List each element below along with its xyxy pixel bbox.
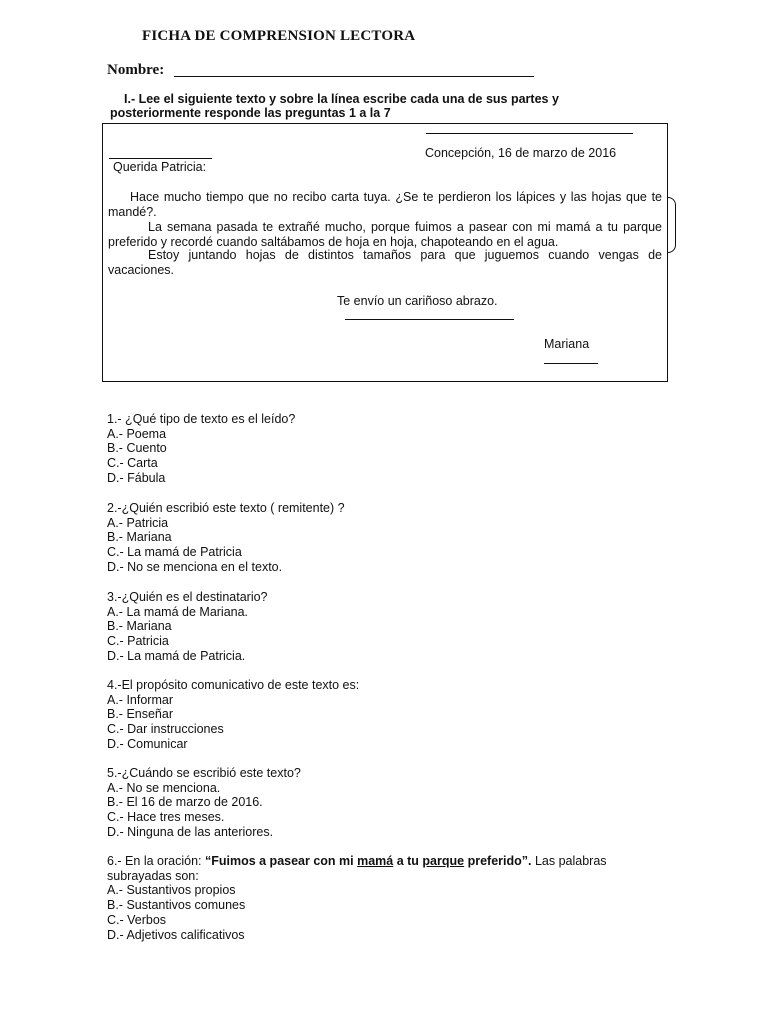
- option-d[interactable]: D.- Adjetivos calificativos: [107, 927, 245, 942]
- question-3: [107, 590, 268, 664]
- option-c[interactable]: C.- Hace tres meses.: [107, 810, 225, 825]
- quote-mid: a tu: [393, 854, 423, 868]
- option-d[interactable]: D.- La mamá de Patricia.: [107, 648, 246, 663]
- instruction-text: [110, 92, 630, 120]
- option-b[interactable]: B.- Mariana: [107, 530, 172, 545]
- answer-line-signature[interactable]: [544, 363, 598, 364]
- option-a[interactable]: A.- Sustantivos propios: [107, 883, 236, 898]
- option-b[interactable]: B.- Mariana: [107, 619, 172, 634]
- question-text-line-2: subrayadas son:: [107, 868, 199, 883]
- body-bracket: [667, 197, 676, 253]
- quote-close: preferido”.: [464, 854, 532, 868]
- question-5: [107, 766, 301, 840]
- answer-line-place-date[interactable]: [426, 133, 633, 134]
- question-6: [107, 854, 607, 942]
- option-d[interactable]: D.- No se menciona en el texto.: [107, 559, 283, 574]
- letter-box: [102, 123, 668, 382]
- option-b[interactable]: B.- Sustantivos comunes: [107, 898, 246, 913]
- letter-paragraph-2: La semana pasada te extrañé mucho, porque fuimos a pasear con mi mamá a tu parque preferido y recordé cuando saltábamos de hoja en hoja, chapoteando en el agua.: [108, 220, 662, 249]
- answer-line-closing[interactable]: [345, 319, 514, 320]
- name-label: Nombre:: [107, 62, 165, 78]
- option-a[interactable]: A.- Poema: [107, 426, 167, 441]
- option-b[interactable]: B.- Enseñar: [107, 707, 174, 722]
- question-text: 3.-¿Quién es el destinatario?: [107, 590, 268, 604]
- worksheet-title: FICHA DE COMPRENSION LECTORA: [142, 28, 416, 44]
- option-b[interactable]: B.- El 16 de marzo de 2016.: [107, 795, 263, 810]
- option-a[interactable]: A.- No se menciona.: [107, 780, 221, 795]
- instruction-line-1: I.- Lee el siguiente texto y sobre la línea escribe cada una de sus partes y: [124, 92, 559, 106]
- question-prefix: 6.- En la oración:: [107, 854, 205, 868]
- question-suffix: Las palabras: [531, 854, 607, 868]
- letter-paragraph-3: Estoy juntando hojas de distintos tamaños para que juguemos cuando vengas de vacaciones.: [108, 248, 662, 277]
- option-d[interactable]: D.- Fábula: [107, 470, 166, 485]
- letter-closing: Te envío un cariñoso abrazo.: [337, 294, 498, 308]
- option-a[interactable]: A.- Informar: [107, 692, 173, 707]
- instruction-line-2: posteriormente responde las preguntas 1 a la 7: [110, 106, 391, 120]
- letter-place-date: Concepción, 16 de marzo de 2016: [425, 146, 617, 160]
- underlined-word-2: parque: [422, 854, 465, 868]
- option-c[interactable]: C.- La mamá de Patricia: [107, 545, 242, 560]
- question-4: [107, 678, 359, 752]
- underlined-word-1: mamá: [357, 854, 394, 868]
- question-2: [107, 501, 345, 575]
- letter-paragraph-1: Hace mucho tiempo que no recibo carta tuya. ¿Se te perdieron los lápices y las hojas que te mandé?.: [108, 190, 662, 219]
- quote-open: “Fuimos a pasear con mi: [204, 854, 358, 868]
- option-a[interactable]: A.- La mamá de Mariana.: [107, 604, 249, 619]
- question-text: 1.- ¿Qué tipo de texto es el leído?: [107, 412, 296, 426]
- option-c[interactable]: C.- Carta: [107, 456, 158, 471]
- name-answer-line[interactable]: [174, 76, 534, 77]
- question-1: [107, 412, 295, 486]
- letter-greeting: Querida Patricia:: [113, 160, 207, 174]
- option-a[interactable]: A.- Patricia: [107, 515, 169, 530]
- option-b[interactable]: B.- Cuento: [107, 441, 167, 456]
- option-c[interactable]: C.- Dar instrucciones: [107, 722, 224, 737]
- question-text: 2.-¿Quién escribió este texto ( remitente) ?: [107, 501, 345, 515]
- question-text: [107, 854, 607, 869]
- option-d[interactable]: D.- Ninguna de las anteriores.: [107, 824, 274, 839]
- option-d[interactable]: D.- Comunicar: [107, 736, 188, 751]
- option-c[interactable]: C.- Patricia: [107, 634, 169, 649]
- question-text: 4.-El propósito comunicativo de este texto es:: [107, 678, 360, 692]
- question-text: 5.-¿Cuándo se escribió este texto?: [107, 766, 301, 780]
- answer-line-greeting[interactable]: [109, 158, 212, 159]
- letter-signature: Mariana: [544, 337, 590, 351]
- option-c[interactable]: C.- Verbos: [107, 912, 167, 927]
